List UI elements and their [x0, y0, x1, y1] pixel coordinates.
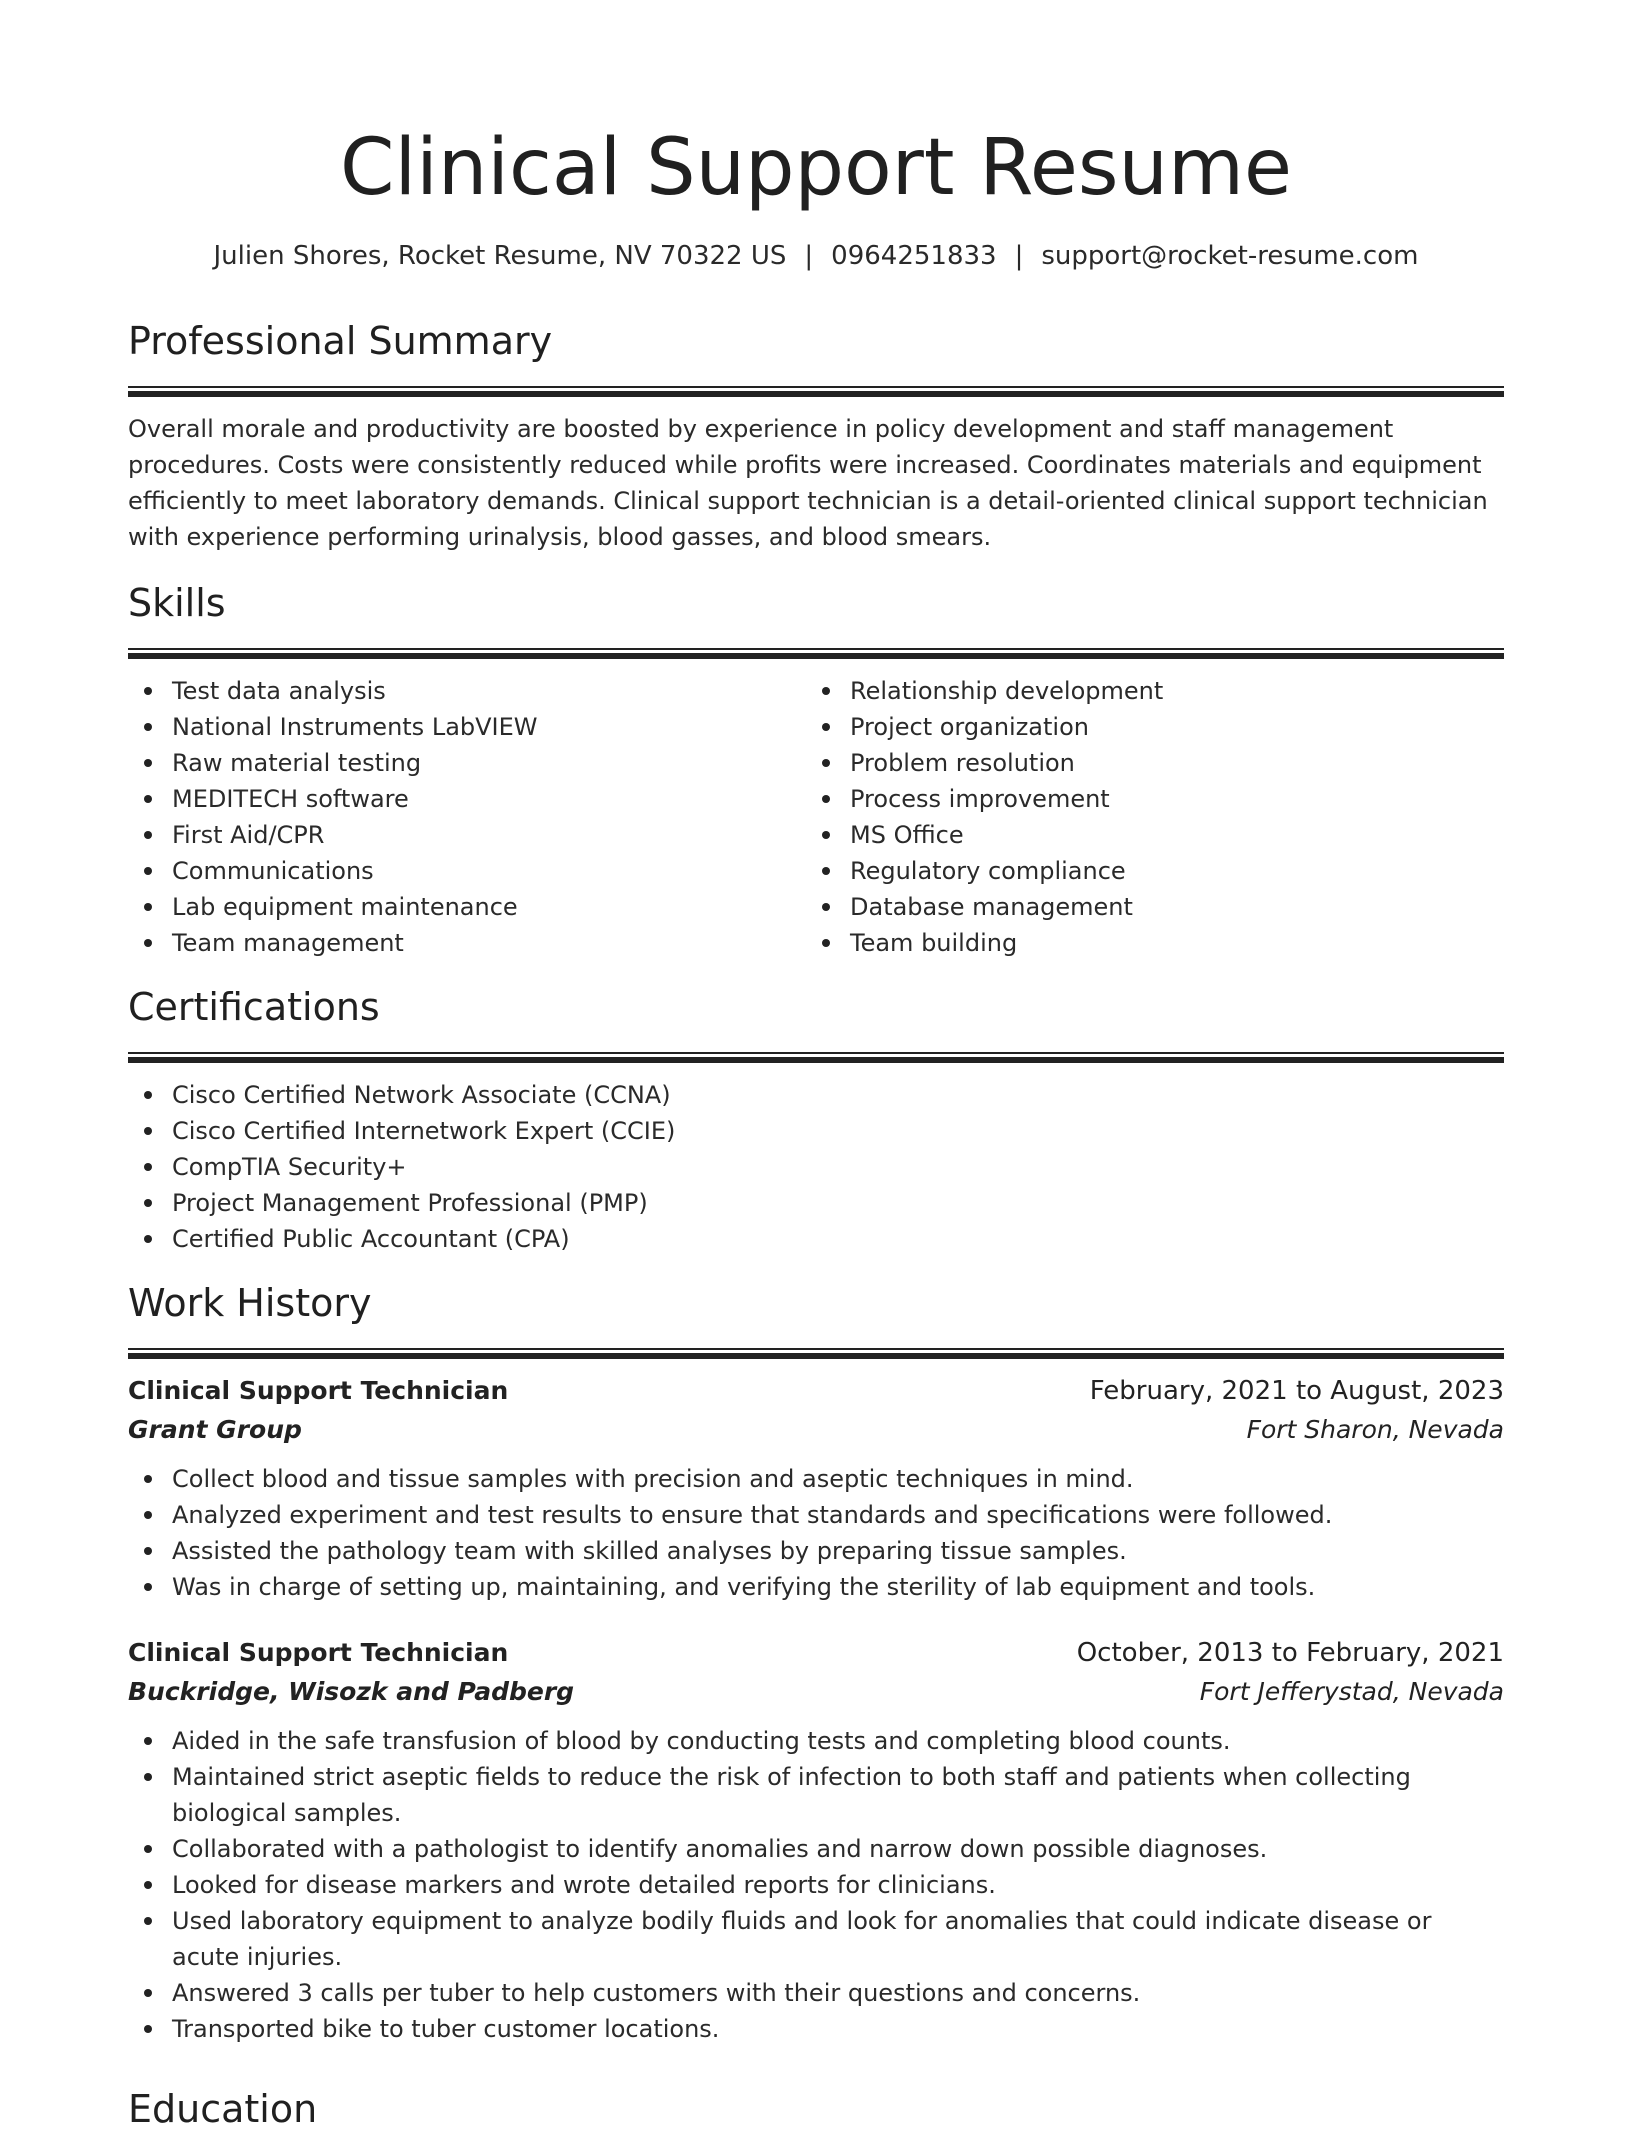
skill-item: Lab equipment maintenance	[128, 889, 806, 925]
job-title: Clinical Support Technician	[128, 1638, 509, 1667]
job-duties-list	[128, 1723, 1504, 2047]
job-duty: Collaborated with a pathologist to identify anomalies and narrow down possible diagnoses.	[128, 1831, 1504, 1867]
skill-item: Process improvement	[806, 781, 1484, 817]
skill-item: MS Office	[806, 817, 1484, 853]
job-dates: October, 2013 to February, 2021	[1076, 1638, 1504, 1668]
summary-heading: Professional Summary	[128, 319, 553, 363]
skills-list-left	[128, 673, 806, 961]
certification-item: CompTIA Security+	[128, 1149, 1504, 1185]
job-company: Grant Group	[128, 1415, 302, 1444]
job-subheader	[128, 1673, 1504, 1711]
job-duty: Transported bike to tuber customer locations.	[128, 2011, 1504, 2047]
education-section	[128, 2084, 1504, 2134]
job-entry	[128, 1371, 1504, 1605]
job-location: Fort Sharon, Nevada	[1246, 1415, 1504, 1444]
skill-item: Team management	[128, 925, 806, 961]
skill-item: Problem resolution	[806, 745, 1484, 781]
certification-item: Cisco Certified Network Associate (CCNA)	[128, 1077, 1504, 1113]
job-header	[128, 1371, 1504, 1411]
summary-text: Overall morale and productivity are boosted by experience in policy development and staff management procedures. Costs were consistently reduced while profits were increased. Coordinates materials and equipment efficiently to meet laboratory demands. Clinical support technician is a detail-oriented clinical support technician with experience performing urinalysis, blood gasses, and blood smears.	[128, 415, 1488, 551]
skill-item: Regulatory compliance	[806, 853, 1484, 889]
job-duty: Collect blood and tissue samples with precision and aseptic techniques in mind.	[128, 1461, 1504, 1497]
section-divider	[128, 1348, 1504, 1359]
skill-item: Project organization	[806, 709, 1484, 745]
job-duty: Was in charge of setting up, maintaining, and verifying the sterility of lab equipment and tools.	[128, 1569, 1504, 1605]
section-divider	[128, 648, 1504, 659]
certifications-section	[128, 982, 1504, 1257]
job-header	[128, 1633, 1504, 1673]
skills-columns	[128, 673, 1504, 961]
skill-item: Database management	[806, 889, 1484, 925]
summary-section	[128, 316, 1504, 555]
job-entry	[128, 1633, 1504, 2047]
job-subheader	[128, 1411, 1504, 1449]
job-title: Clinical Support Technician	[128, 1376, 509, 1405]
education-heading: Education	[128, 2087, 318, 2131]
job-duty: Answered 3 calls per tuber to help customers with their questions and concerns.	[128, 1975, 1504, 2011]
certification-item: Certified Public Accountant (CPA)	[128, 1221, 1504, 1257]
work-history-section	[128, 1278, 1504, 2047]
section-divider	[128, 386, 1504, 397]
job-duty: Aided in the safe transfusion of blood by conducting tests and completing blood counts.	[128, 1723, 1504, 1759]
skill-item: Team building	[806, 925, 1484, 961]
contact-phone: 0964251833	[831, 241, 997, 271]
contact-address: Julien Shores, Rocket Resume, NV 70322 US	[213, 241, 787, 271]
skills-heading: Skills	[128, 581, 226, 625]
certifications-list	[128, 1077, 1504, 1257]
contact-line	[128, 236, 1504, 276]
job-duties-list	[128, 1461, 1504, 1605]
skill-item: National Instruments LabVIEW	[128, 709, 806, 745]
skills-section	[128, 578, 1504, 961]
contact-email: support@rocket-resume.com	[1041, 241, 1419, 271]
job-duty: Analyzed experiment and test results to ensure that standards and specifications were followed.	[128, 1497, 1504, 1533]
resume-title: Clinical Support Resume	[340, 123, 1292, 213]
skill-item: Raw material testing	[128, 745, 806, 781]
job-duty: Used laboratory equipment to analyze bodily fluids and look for anomalies that could indicate disease or acute injuries.	[128, 1903, 1504, 1975]
skill-item: Communications	[128, 853, 806, 889]
contact-separator: |	[804, 241, 814, 271]
section-divider	[128, 1052, 1504, 1063]
job-dates: February, 2021 to August, 2023	[1089, 1376, 1504, 1406]
job-company: Buckridge, Wisozk and Padberg	[128, 1677, 575, 1706]
skills-list-right	[806, 673, 1484, 961]
certifications-heading: Certifications	[128, 985, 380, 1029]
job-duty: Assisted the pathology team with skilled analyses by preparing tissue samples.	[128, 1533, 1504, 1569]
skill-item: MEDITECH software	[128, 781, 806, 817]
job-location: Fort Jefferystad, Nevada	[1199, 1677, 1504, 1706]
job-duty: Maintained strict aseptic fields to reduce the risk of infection to both staff and patients when collecting biological samples.	[128, 1759, 1504, 1831]
skill-item: Test data analysis	[128, 673, 806, 709]
certification-item: Project Management Professional (PMP)	[128, 1185, 1504, 1221]
contact-separator: |	[1014, 241, 1024, 271]
skill-item: First Aid/CPR	[128, 817, 806, 853]
skill-item: Relationship development	[806, 673, 1484, 709]
job-duty: Looked for disease markers and wrote detailed reports for clinicians.	[128, 1867, 1504, 1903]
certification-item: Cisco Certified Internetwork Expert (CCIE)	[128, 1113, 1504, 1149]
work-history-heading: Work History	[128, 1281, 372, 1325]
